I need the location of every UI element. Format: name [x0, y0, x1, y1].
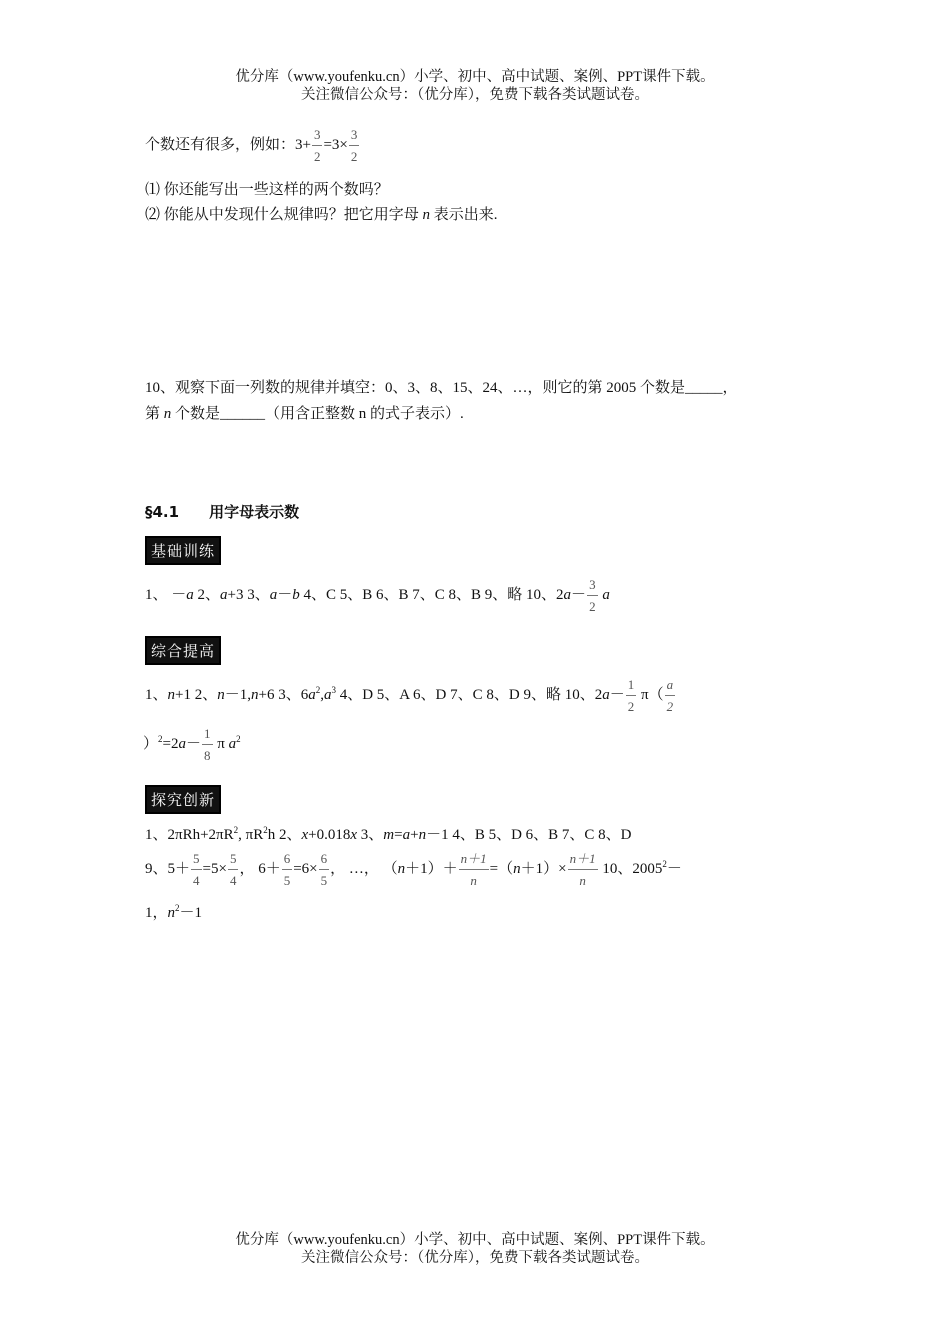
section-title: §4.1 用字母表示数 [145, 503, 300, 521]
explore-l2-d: =6× [293, 860, 318, 877]
basic-label-wrap [145, 536, 221, 565]
q10-blank-1: _____ [685, 380, 723, 396]
basic-a3-minus: － [277, 586, 293, 603]
explore-label: 探究创新 [145, 785, 221, 814]
q10-line2-b: 个数是 [171, 406, 221, 422]
q9-part2-var: n [422, 207, 431, 223]
synth-fraction-3: $\frac{1}{8}$ [204, 726, 211, 763]
q9-intro: 个数还有很多，例如：3+ [145, 136, 311, 153]
q9-example [145, 128, 360, 163]
q10-line2-var: n [163, 406, 172, 422]
explore-fraction-2: $\frac{5}{4}$ [229, 851, 237, 888]
synth-a2: a [323, 686, 332, 703]
explore-label-wrap [145, 785, 221, 814]
page-header [0, 68, 950, 104]
synth-p1: 1、 [145, 686, 168, 703]
synth-l2-sup: 2 [158, 733, 163, 744]
synth-a3: a [602, 686, 610, 703]
explore-l1-x1: x [301, 827, 309, 843]
explore-l1-e: 3、 [357, 827, 384, 843]
explore-l1-sup: 2 [233, 825, 239, 835]
explore-l2-f: ＋1）＋ [405, 860, 458, 877]
synth-answers-line2 [143, 727, 241, 762]
explore-l2-n1: n [397, 860, 406, 877]
page-footer [0, 1231, 950, 1267]
explore-l3-b: －1 [179, 905, 203, 921]
explore-l1-n: n [418, 827, 427, 843]
footer-line-1: 优分库（www.youfenku.cn）小学、初中、高中试题、案例、PPT课件下载。 [235, 1232, 715, 1248]
q9-part2 [145, 203, 498, 224]
q10-line2-c: （用含正整数 n 的式子表示）. [265, 406, 464, 422]
explore-l2-e: ， …， （ [330, 860, 398, 877]
synth-l2-sup2: 2 [236, 733, 241, 744]
explore-l2-a: 9、5＋ [145, 860, 191, 877]
explore-l2-g: =（ [489, 860, 514, 877]
q9-fraction-2: $\frac{3}{2}$ [350, 127, 358, 164]
explore-fraction-3: $\frac{6}{5}$ [283, 851, 291, 888]
basic-a1: 1、 － [145, 586, 187, 603]
basic-fraction: $\frac{3}{2}$ [589, 577, 596, 614]
synth-sup3: 3 [331, 684, 336, 695]
synth-p4: +6 3、6 [258, 686, 309, 703]
synth-a1: a [308, 686, 316, 703]
explore-fraction-1: $\frac{5}{4}$ [193, 851, 200, 888]
synth-p5: 4、D 5、A 6、D 7、C 8、D 9、略 10、2 [335, 686, 603, 703]
explore-l1-c: h 2、 [267, 827, 302, 843]
explore-l3-sup: 2 [175, 903, 180, 913]
explore-line2 [145, 852, 682, 887]
synth-l2-var: a [178, 735, 186, 752]
explore-l1-g: + [410, 827, 419, 843]
explore-l1-a: 1、2πRh+2πR [145, 827, 234, 843]
explore-l1-x2: x [350, 827, 358, 843]
basic-label: 基础训练 [145, 536, 221, 565]
q10-line2-a: 第 [145, 406, 164, 422]
explore-l2-i: 10、2005 [598, 860, 663, 877]
basic-a10-minus: － [571, 586, 587, 603]
header-line-1: 优分库（www.youfenku.cn）小学、初中、高中试题、案例、PPT课件下载。 [235, 69, 715, 85]
explore-l2-j: － [666, 860, 682, 877]
explore-fraction-4: $\frac{6}{5}$ [320, 851, 328, 888]
basic-a3-var2: b [292, 586, 300, 603]
explore-l3-a: 1， [145, 905, 168, 921]
q9-part1: ⑴ 你还能写出一些这样的两个数吗？ [145, 182, 389, 198]
q10-line2 [145, 402, 464, 423]
basic-a1-var: a [186, 586, 194, 603]
basic-a10-var: a [563, 586, 572, 603]
synth-p3: －1, [224, 686, 251, 703]
basic-a3-var1: a [269, 586, 278, 603]
synth-n1: n [167, 686, 176, 703]
synth-label-wrap [145, 636, 221, 665]
explore-l1-h: －1 4、B 5、D 6、B 7、C 8、D [426, 827, 632, 843]
synth-label: 综合提高 [145, 636, 221, 665]
synth-l2-b: =2 [162, 735, 179, 752]
explore-line3 [145, 901, 202, 922]
synth-l2-minus: － [185, 735, 201, 752]
explore-l2-h: ＋1）× [520, 860, 567, 877]
synth-fraction-2: $\frac{a}{2}$ [666, 677, 674, 714]
synth-l2-var2: a [228, 735, 237, 752]
basic-answers [145, 578, 610, 613]
synth-n3: n [251, 686, 259, 703]
q9-part2-end: 表示出来. [430, 207, 498, 223]
explore-l1-d: +0.018 [308, 827, 351, 843]
basic-a4: 4、C 5、B 6、B 7、C 8、B 9、略 10、2 [299, 586, 564, 603]
explore-l2-b: =5× [202, 860, 227, 877]
synth-l2-a: ） [143, 735, 159, 752]
q9-fraction-1: $\frac{3}{2}$ [313, 127, 321, 164]
basic-a2-var: a [220, 586, 228, 603]
synth-answers-line1 [145, 678, 676, 713]
synth-minus: － [609, 686, 625, 703]
synth-pi-paren: π（ [637, 686, 664, 703]
explore-l1-a2: a [402, 827, 411, 843]
q10-text: 10、观察下面一列数的规律并填空：0、3、8、15、24、…，则它的第 2005 个数是 [145, 380, 686, 396]
synth-comma: , [320, 686, 324, 703]
explore-l1-sup2: 2 [263, 825, 268, 835]
explore-l2-c: ， 6＋ [239, 860, 281, 877]
synth-n2: n [217, 686, 225, 703]
q9-eq-mid: =3× [323, 136, 348, 153]
explore-l1-f: = [394, 827, 403, 843]
synth-l2-pi: π [213, 735, 229, 752]
explore-fraction-5: $\frac{n+1}{n}$ [460, 851, 487, 888]
explore-line1 [145, 823, 632, 844]
explore-l1-b: , πR [238, 827, 264, 843]
synth-fraction-1: $\frac{1}{2}$ [627, 677, 635, 714]
q10-line1 [145, 376, 738, 397]
q10-blank-2: ______ [220, 406, 266, 422]
explore-l2-n2: n [513, 860, 521, 877]
q10-comma: ， [722, 380, 738, 396]
explore-l1-m: m [383, 827, 395, 843]
basic-a2b: +3 3、 [227, 586, 270, 603]
explore-fraction-6: $\frac{n+1}{n}$ [569, 851, 596, 888]
q9-part2-text: ⑵ 你能从中发现什么规律吗？把它用字母 [145, 207, 423, 223]
synth-sup2: 2 [315, 684, 321, 695]
basic-a2: 2、 [193, 586, 221, 603]
header-line-2: 关注微信公众号：（优分库），免费下载各类试题试卷。 [301, 87, 649, 103]
basic-a10-var2: a [598, 586, 610, 603]
footer-line-2: 关注微信公众号：（优分库），免费下载各类试题试卷。 [301, 1250, 649, 1266]
explore-l3-n: n [167, 905, 176, 921]
synth-p2: +1 2、 [175, 686, 218, 703]
explore-l2-sup: 2 [662, 858, 667, 869]
